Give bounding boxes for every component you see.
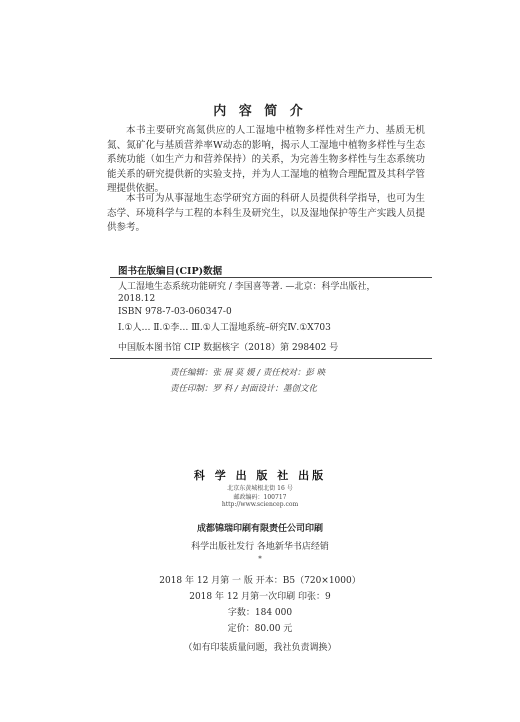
- publisher-address: 北京东黄城根北街 16 号: [227, 485, 293, 492]
- price: 定价：80.00 元: [227, 624, 293, 634]
- separator-star: *: [258, 555, 262, 563]
- publisher-website: http://www.sciencep.com: [221, 501, 299, 508]
- editor-credits: 责任编辑：张 展 莫 媛 / 责任校对：彭 映: [170, 368, 326, 378]
- summary-heading: 内 容 简 介: [213, 104, 307, 119]
- publisher-logo: 科 学 出 版 社 出版: [193, 469, 327, 482]
- cip-line-title: 人工湿地生态系统功能研究 / 李国喜等著. —北京：科学出版社，: [118, 282, 376, 292]
- word-count: 字数：184 000: [227, 608, 293, 618]
- summary-paragraph-1: 本书主要研究高氮供应的人工湿地中植物多样性对生产力、基质无机氮、氮矿化与基质营养率W动态的影响，揭示人工湿地中植物多样性与生态系统功能（如生产力和营养保持）的关系，为完善生物多样性与生态系统功能关系的研究提供新的实验支持，并为人工湿地的植物合理配置及其科学管理提供依据。: [107, 125, 425, 195]
- cip-heading: 图书在版编目(CIP)数据: [118, 266, 223, 277]
- cip-line-record-number: 中国版本图书馆 CIP 数据核字（2018）第 298402 号: [118, 343, 339, 353]
- cip-line-isbn: ISBN 978-7-03-060347-0: [118, 307, 232, 317]
- publisher-postcode: 邮政编码：100717: [233, 494, 287, 501]
- printing-line: 2018 年 12 月第一次印刷 印张：9: [189, 592, 331, 602]
- quality-notice: （如有印装质量问题，我社负责调换）: [183, 643, 337, 653]
- cip-line-year: 2018.12: [118, 294, 156, 304]
- distribution-line: 科学出版社发行 各地新华书店经销: [191, 542, 329, 552]
- cip-top-rule: [110, 277, 432, 278]
- printer-line: 成都锦瑞印刷有限责任公司印刷: [196, 524, 323, 534]
- edition-line: 2018 年 12 月第 一 版 开本：B5（720×1000）: [159, 576, 361, 586]
- cip-bottom-rule: [110, 358, 432, 359]
- cip-line-classification: Ⅰ.①人… Ⅱ.①李… Ⅲ.①人工湿地系统–研究Ⅳ.①X703: [118, 323, 331, 333]
- summary-paragraph-2: 本书可为从事湿地生态学研究方面的科研人员提供科学指导，也可为生态学、环境科学与工程的本科生及研究生，以及湿地保护等生产实践人员提供参考。: [107, 193, 425, 234]
- production-credits: 责任印制：罗 科 / 封面设计：墨创文化: [170, 384, 317, 394]
